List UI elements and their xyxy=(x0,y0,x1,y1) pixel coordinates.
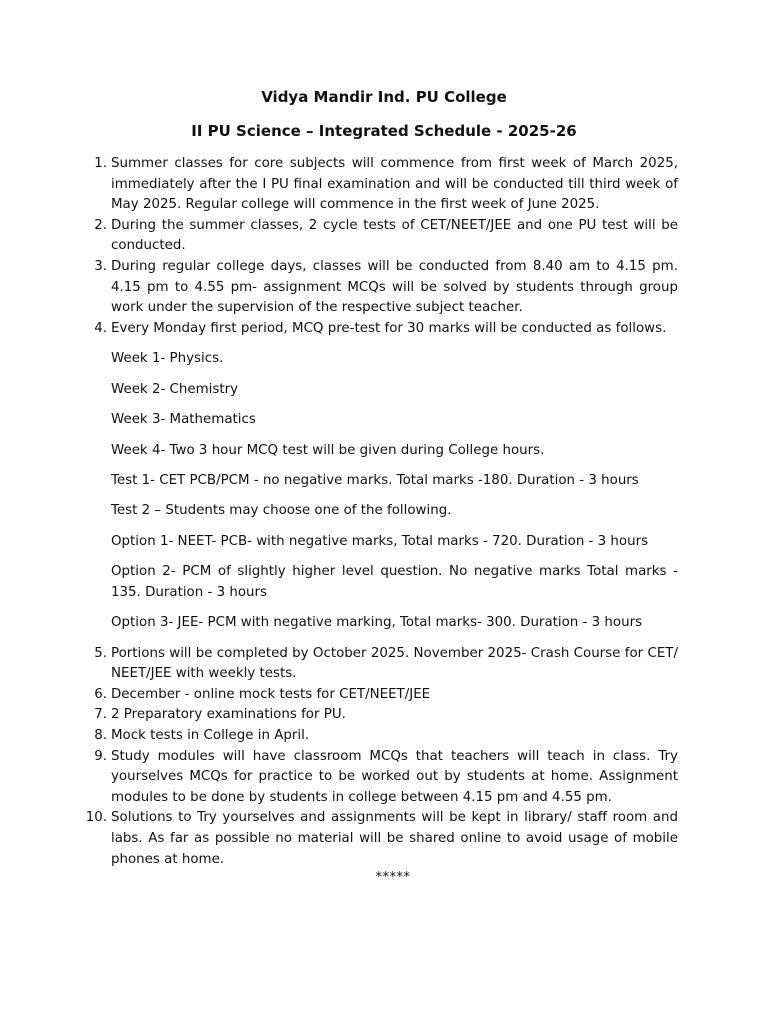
item-number: 1. xyxy=(94,156,107,171)
sub-item: Week 1- Physics. xyxy=(111,351,224,367)
sub-item: Option 3- JEE- PCM with negative marking, Total marks- 300. Duration - 3 hours xyxy=(111,615,643,631)
sub-item: Test 1- CET PCB/PCM - no negative marks. Total marks -180. Duration - 3 hours xyxy=(111,472,639,488)
sub-item: Option 1- NEET- PCB- with negative marks, Total marks - 720. Duration - 3 hours xyxy=(111,533,649,549)
item-number: 4. xyxy=(94,320,107,336)
item-number: 2. xyxy=(94,217,107,233)
item-text: Summer classes for core subjects will commence from first week of March 2025, immediately after the I PU final examination and will be conducted till third week of May 2025. Regular college will commence in the first week of June 2025. xyxy=(111,156,678,213)
item-text: December - online mock tests for CET/NEET/JEE xyxy=(111,686,431,702)
list-item xyxy=(84,154,678,216)
item-number: 6. xyxy=(94,686,107,702)
item-number: 9. xyxy=(94,748,107,764)
item-text: Every Monday first period, MCQ pre-test for 30 marks will be conducted as follows. xyxy=(111,320,667,336)
item-number: 3. xyxy=(94,258,107,274)
list-item xyxy=(84,705,678,726)
list-item xyxy=(84,319,678,634)
list-item xyxy=(84,216,678,257)
list-item xyxy=(84,726,678,747)
item-text: 2 Preparatory examinations for PU. xyxy=(111,707,346,723)
item-text: Solutions to Try yourselves and assignments will be kept in library/ staff room and labs. As far as possible no material will be shared online to avoid usage of mobile phones at home. xyxy=(111,810,678,867)
list-item xyxy=(84,644,678,685)
schedule-list xyxy=(84,154,678,870)
sub-item: Week 2- Chemistry xyxy=(111,381,239,397)
end-marker: ***** xyxy=(375,870,411,885)
college-title: Vidya Mandir Ind. PU College xyxy=(261,88,507,106)
list-item xyxy=(84,747,678,809)
item-number: 7. xyxy=(94,707,107,723)
list-item xyxy=(84,257,678,319)
weekly-test-details xyxy=(111,349,678,633)
item-text: Study modules will have classroom MCQs that teachers will teach in class. Try yourselves MCQs for practice to be worked out by students at home. Assignment modules to be done by students in college between 4.15 pm and 4.55 pm. xyxy=(111,748,678,805)
item-text: During the summer classes, 2 cycle tests of CET/NEET/JEE and one PU test will be conducted. xyxy=(111,217,678,254)
item-text: Mock tests in College in April. xyxy=(111,728,310,744)
item-text: Portions will be completed by October 2025. November 2025- Crash Course for CET/ NEET/JEE with weekly tests. xyxy=(111,645,678,682)
sub-item: Week 4- Two 3 hour MCQ test will be given during College hours. xyxy=(111,442,545,458)
sub-item: Week 3- Mathematics xyxy=(111,412,256,428)
item-number: 5. xyxy=(94,645,107,661)
item-number: 8. xyxy=(94,728,107,744)
list-item xyxy=(84,808,678,870)
sub-item: Option 2- PCM of slightly higher level question. No negative marks Total marks - 135. Duration - 3 hours xyxy=(111,564,678,600)
item-text: During regular college days, classes will be conducted from 8.40 am to 4.15 pm. 4.15 pm to 4.55 pm- assignment MCQs will be solved by students through group work under the supervision of the respective subject teacher. xyxy=(111,258,678,316)
schedule-title: II PU Science – Integrated Schedule - 2025-26 xyxy=(191,122,577,140)
list-item xyxy=(84,685,678,706)
sub-item: Test 2 – Students may choose one of the following. xyxy=(111,503,452,519)
item-number: 10. xyxy=(85,810,107,826)
